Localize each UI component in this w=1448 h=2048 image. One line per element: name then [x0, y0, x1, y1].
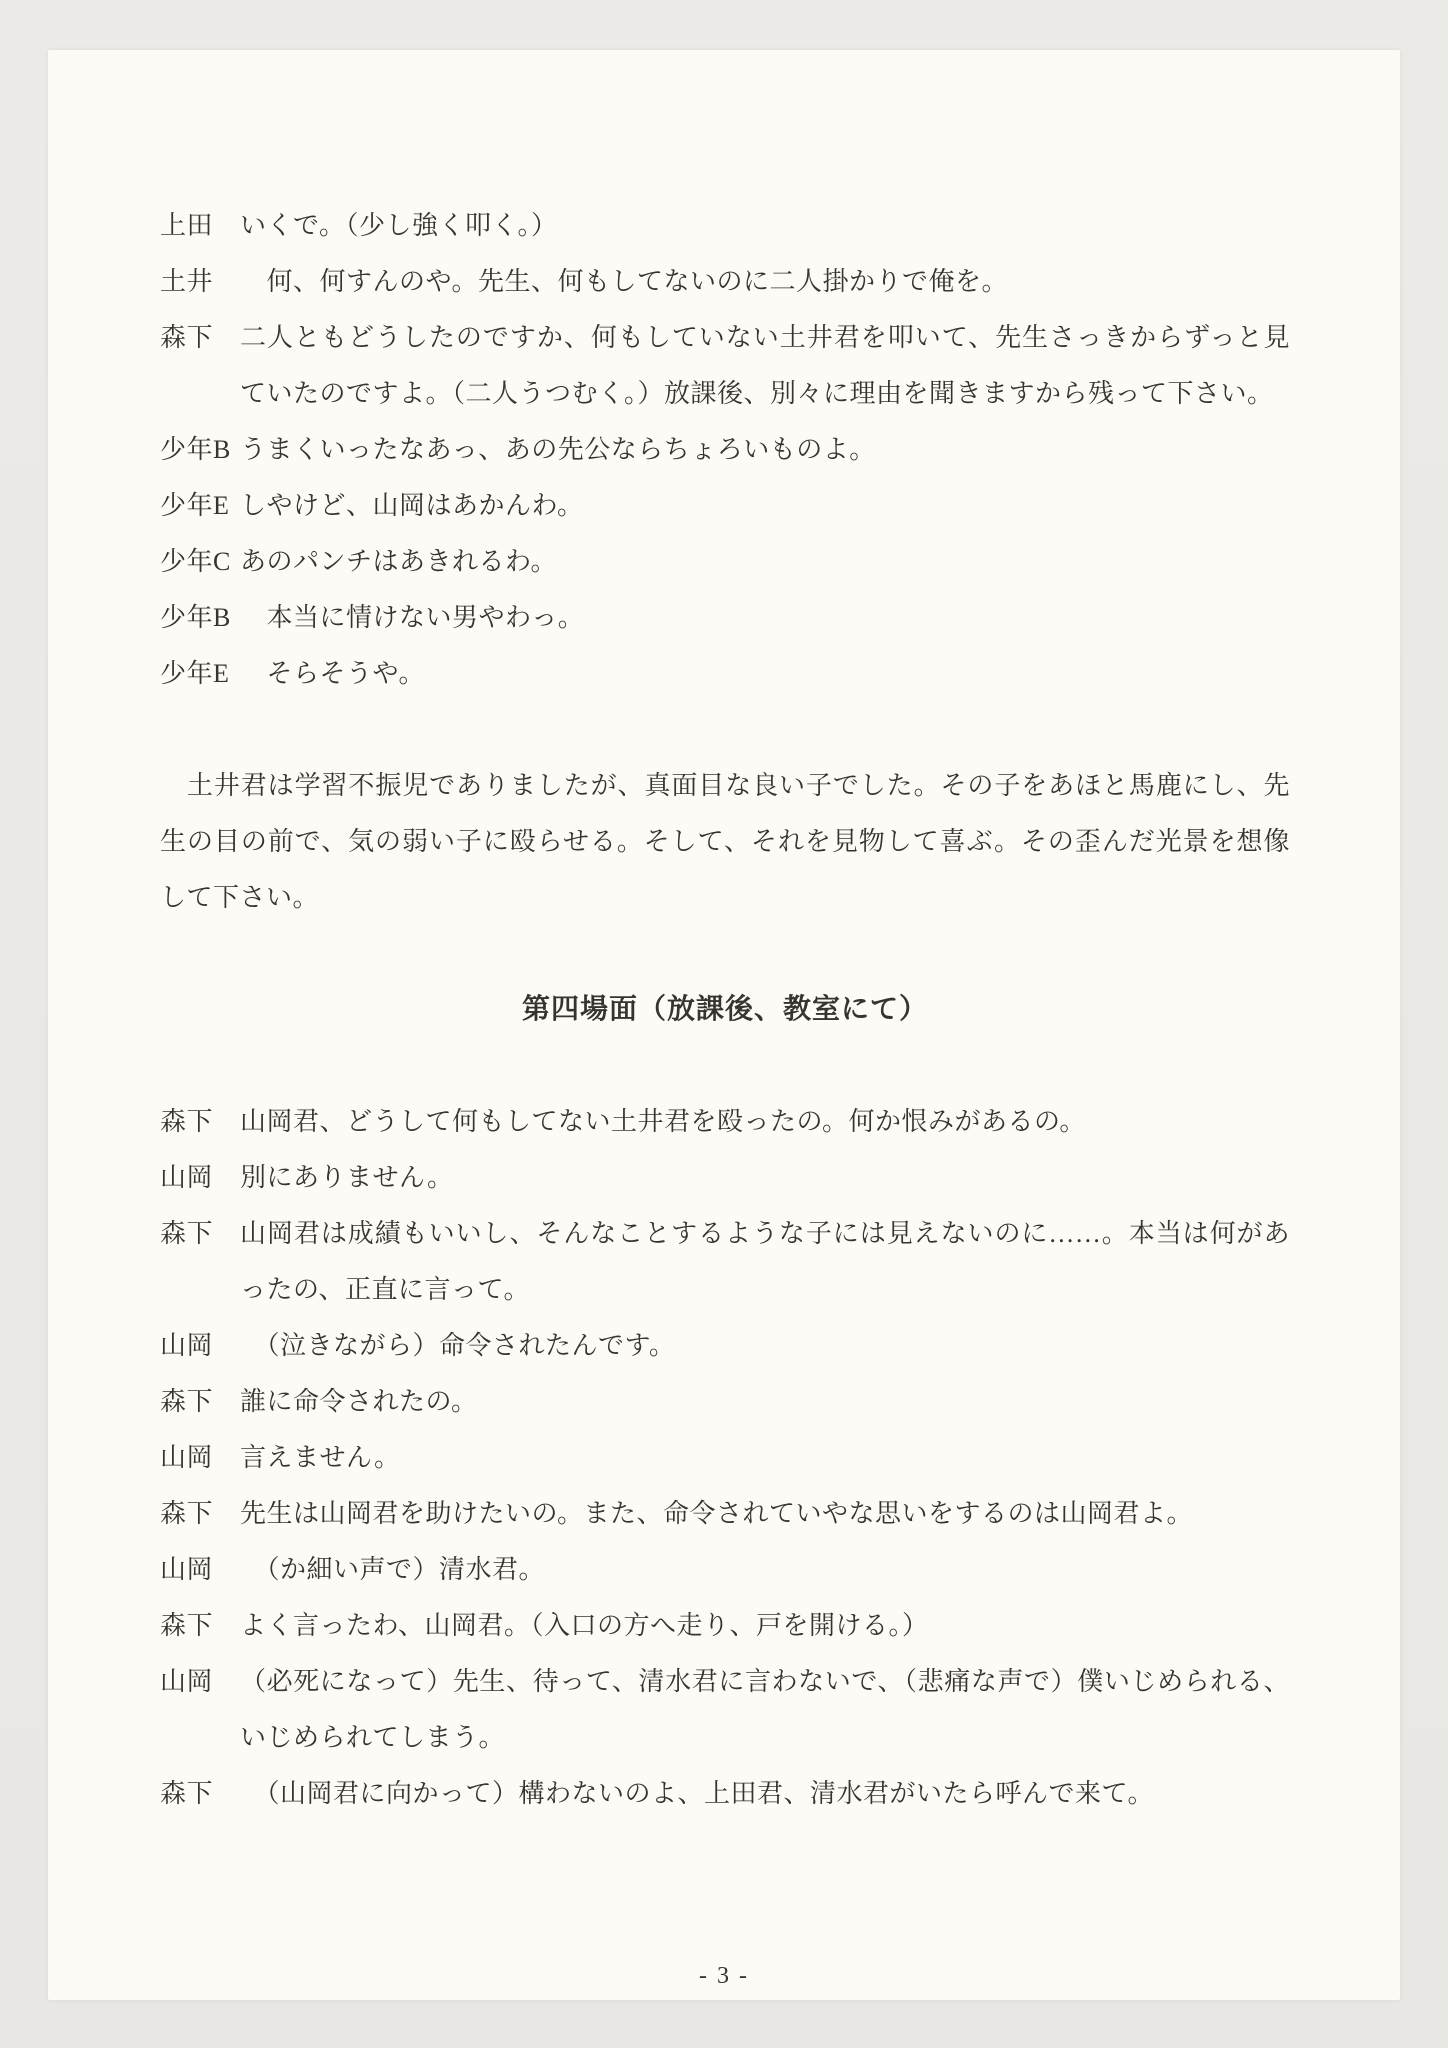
narration-paragraph: 土井君は学習不振児でありましたが、真面目な良い子でした。その子をあほと馬鹿にし、先生の目の前で、気の弱い子に殴らせる。そして、それを見物して喜ぶ。その歪んだ光景を想像して下さい。 — [160, 771, 1290, 912]
dialogue-line — [160, 1430, 1290, 1486]
dialogue-text: （山岡君に向かって）構わないのよ、上田君、清水君がいたら呼んで来て。 — [240, 1779, 1154, 1808]
dialogue-line — [160, 1766, 1290, 1822]
dialogue-line — [160, 1318, 1290, 1374]
dialogue-section-2 — [160, 1094, 1290, 1822]
document-page — [48, 50, 1400, 2000]
speaker-name: 森下 — [160, 1107, 214, 1136]
dialogue-text: 別にありません。 — [240, 1163, 454, 1192]
dialogue-line — [160, 1486, 1290, 1542]
dialogue-section-1 — [160, 198, 1290, 702]
dialogue-line — [160, 310, 1290, 422]
speaker-name: 山岡 — [160, 1443, 214, 1472]
scene-heading: 第四場面（放課後、教室にて） — [521, 994, 928, 1025]
dialogue-line — [160, 590, 1290, 646]
dialogue-line — [160, 1206, 1290, 1318]
dialogue-line — [160, 646, 1290, 702]
dialogue-text: うまくいったなあっ、あの先公ならちょろいものよ。 — [240, 435, 876, 464]
dialogue-line — [160, 254, 1290, 310]
page-content — [160, 198, 1290, 1822]
speaker-name: 少年E — [160, 491, 230, 520]
dialogue-line — [160, 422, 1290, 478]
dialogue-text: そらそうや。 — [240, 659, 425, 688]
dialogue-line — [160, 1094, 1290, 1150]
speaker-name: 山岡 — [160, 1555, 214, 1584]
dialogue-line — [160, 478, 1290, 534]
speaker-name: 少年B — [160, 435, 231, 464]
dialogue-text: （泣きながら）命令されたんです。 — [240, 1331, 676, 1360]
dialogue-text: （か細い声で）清水君。 — [240, 1555, 546, 1584]
speaker-name: 森下 — [160, 1219, 214, 1248]
speaker-name: 少年C — [160, 547, 231, 576]
dialogue-text: 本当に情けない男やわっ。 — [240, 603, 585, 632]
dialogue-text: 山岡君、どうして何もしてない土井君を殴ったの。何か恨みがあるの。 — [240, 1107, 1086, 1136]
dialogue-line — [160, 534, 1290, 590]
dialogue-text: あのパンチはあきれるわ。 — [240, 547, 557, 576]
speaker-name: 山岡 — [160, 1667, 214, 1696]
dialogue-line — [160, 198, 1290, 254]
speaker-name: 森下 — [160, 1499, 214, 1528]
speaker-name: 森下 — [160, 1779, 214, 1808]
dialogue-line — [160, 1150, 1290, 1206]
speaker-name: 土井 — [160, 267, 214, 296]
dialogue-line — [160, 1654, 1290, 1766]
dialogue-line — [160, 1542, 1290, 1598]
speaker-name: 山岡 — [160, 1163, 214, 1192]
speaker-name: 少年E — [160, 659, 230, 688]
dialogue-text: いくで。（少し強く叩く。） — [240, 211, 558, 240]
dialogue-text: 山岡君は成績もいいし、そんなことするような子には見えないのに……。本当は何があったの、正直に言って。 — [240, 1219, 1290, 1304]
speaker-name: 少年B — [160, 603, 231, 632]
speaker-name: 上田 — [160, 211, 214, 240]
speaker-name: 山岡 — [160, 1331, 214, 1360]
dialogue-text: しやけど、山岡はあかんわ。 — [240, 491, 584, 520]
speaker-name: 森下 — [160, 1387, 214, 1416]
speaker-name: 森下 — [160, 323, 214, 352]
speaker-name: 森下 — [160, 1611, 214, 1640]
dialogue-text: 先生は山岡君を助けたいの。また、命令されていやな思いをするのは山岡君よ。 — [240, 1499, 1193, 1528]
dialogue-line — [160, 1374, 1290, 1430]
dialogue-text: （必死になって）先生、待って、清水君に言わないで、（悲痛な声で）僕いじめられる、いじめられてしまう。 — [240, 1667, 1290, 1752]
dialogue-text: よく言ったわ、山岡君。（入口の方へ走り、戸を開ける。） — [240, 1611, 929, 1640]
dialogue-text: 何、何すんのや。先生、何もしてないのに二人掛かりで俺を。 — [240, 267, 1008, 296]
dialogue-text: 言えません。 — [240, 1443, 401, 1472]
dialogue-text: 誰に命令されたの。 — [240, 1387, 478, 1416]
dialogue-text: 二人ともどうしたのですか、何もしていない土井君を叩いて、先生さっきからずっと見ていたのですよ。（二人うつむく。）放課後、別々に理由を聞きますから残って下さい。 — [240, 323, 1290, 408]
dialogue-line — [160, 1598, 1290, 1654]
page-number: - 3 - — [699, 1963, 749, 1989]
